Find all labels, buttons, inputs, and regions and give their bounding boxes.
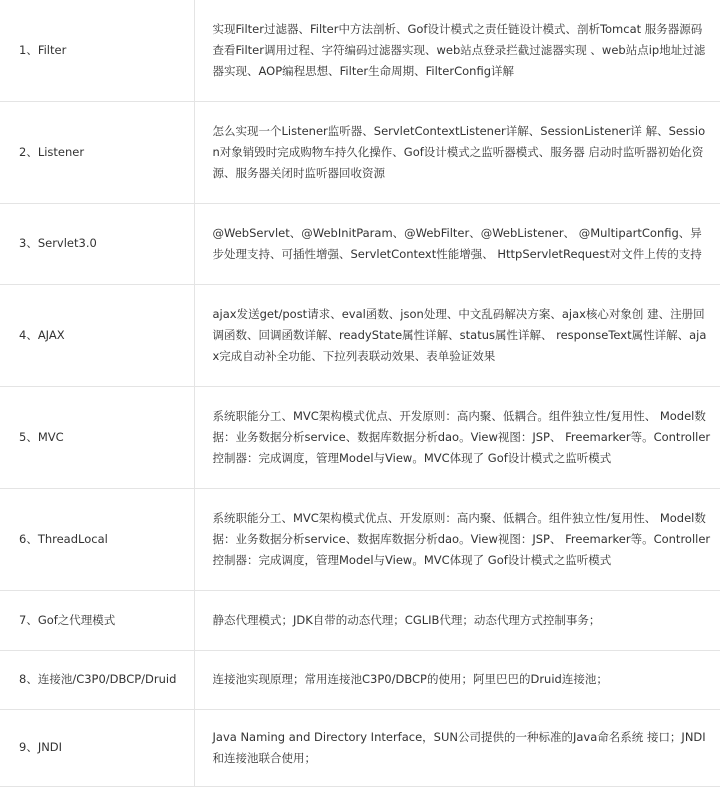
topic-name-cell: 9、JNDI <box>0 709 194 786</box>
table-row <box>0 101 720 203</box>
topic-description-cell: Java Naming and Directory Interface，SUN公司提供的一种标准的Java命名系统 接口；JNDI和连接池联合使用； <box>194 709 720 786</box>
topic-name-cell: 3、Servlet3.0 <box>0 203 194 284</box>
topic-description-cell: 系统职能分工、MVC架构模式优点、开发原则：高内聚、低耦合。组件独立性/复用性、 Model数据：业务数据分析service、数据库数据分析dao。View视图：JSP、 Freemarker等。Controller控制器：完成调度，管理Model与View。MVC体现了 Gof设计模式之监听模式 <box>194 488 720 590</box>
topic-description-cell: 怎么实现一个Listener监听器、ServletContextListener详解、SessionListener详 解、Session对象销毁时完成购物车持久化操作、Gof设计模式之监听器模式、服务器 启动时监听器初始化资源、服务器关闭时监听器回收资源 <box>194 101 720 203</box>
topic-name-cell: 1、Filter <box>0 0 194 101</box>
table-row <box>0 203 720 284</box>
topic-name-cell: 2、Listener <box>0 101 194 203</box>
topic-description-cell: 静态代理模式；JDK自带的动态代理；CGLIB代理；动态代理方式控制事务； <box>194 590 720 650</box>
table-row <box>0 488 720 590</box>
topic-description-cell: @WebServlet、@WebInitParam、@WebFilter、@WebListener、 @MultipartConfig、异步处理支持、可插性增强、ServletContext性能增强、 HttpServletRequest对文件上传的支持 <box>194 203 720 284</box>
topic-description-cell: ajax发送get/post请求、eval函数、json处理、中文乱码解决方案、ajax核心对象创 建、注册回调函数、回调函数详解、readyState属性详解、status属性详解、 responseText属性详解、ajax完成自动补全功能、下拉列表联动效果、表单验证效果 <box>194 284 720 386</box>
topic-description-cell: 连接池实现原理；常用连接池C3P0/DBCP的使用；阿里巴巴的Druid连接池； <box>194 650 720 709</box>
table-row <box>0 650 720 709</box>
topic-name-cell: 4、AJAX <box>0 284 194 386</box>
topic-description-cell: 系统职能分工、MVC架构模式优点、开发原则：高内聚、低耦合。组件独立性/复用性、 Model数据：业务数据分析service、数据库数据分析dao。View视图：JSP、 Freemarker等。Controller控制器：完成调度，管理Model与View。MVC体现了 Gof设计模式之监听模式 <box>194 386 720 488</box>
topic-description-cell: 实现Filter过滤器、Filter中方法剖析、Gof设计模式之责任链设计模式、剖析Tomcat 服务器源码查看Filter调用过程、字符编码过滤器实现、web站点登录拦截过滤器实现 、web站点ip地址过滤器实现、AOP编程思想、Filter生命周期、FilterConfig详解 <box>194 0 720 101</box>
table-row <box>0 590 720 650</box>
table-row <box>0 709 720 786</box>
topic-name-cell: 6、ThreadLocal <box>0 488 194 590</box>
topic-name-cell: 5、MVC <box>0 386 194 488</box>
table-row <box>0 0 720 101</box>
table-row <box>0 386 720 488</box>
topic-name-cell: 8、连接池/C3P0/DBCP/Druid <box>0 650 194 709</box>
topic-name-cell: 7、Gof之代理模式 <box>0 590 194 650</box>
table-row <box>0 284 720 386</box>
